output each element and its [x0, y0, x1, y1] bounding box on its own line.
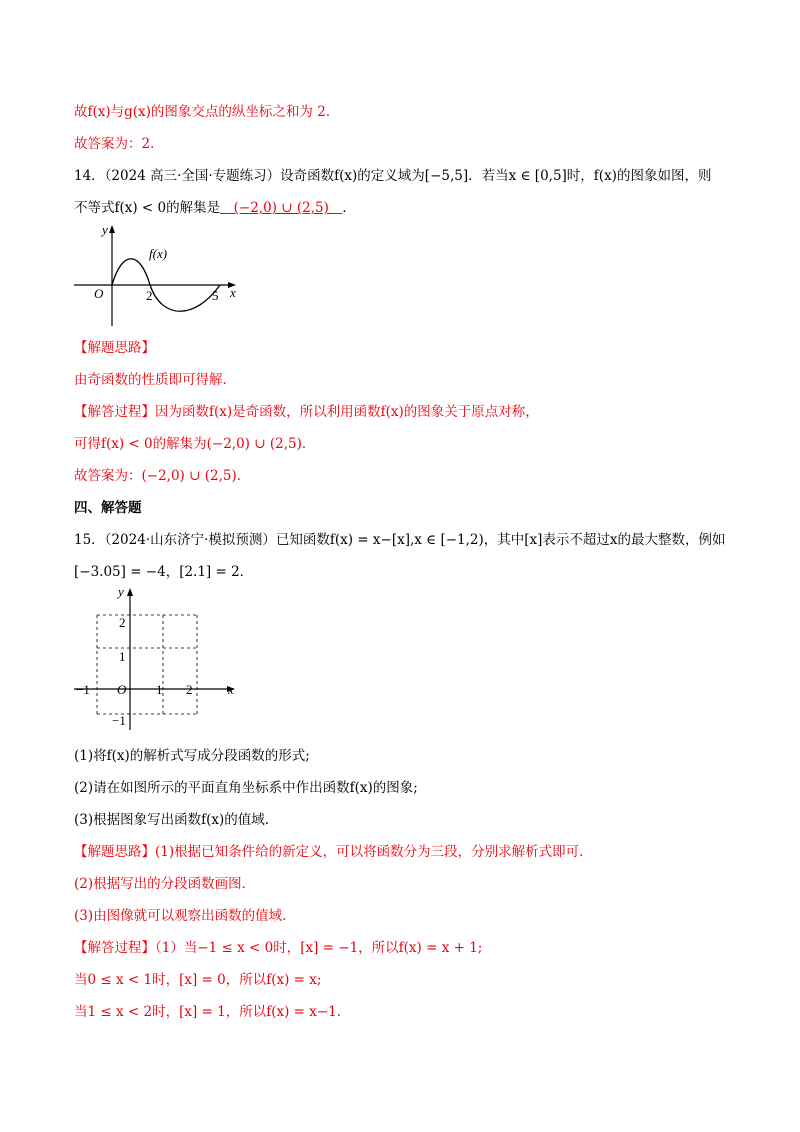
- question-14-line2-prefix: 不等式f(x) < 0的解集是: [74, 200, 221, 216]
- y-tick-minus-1: −1: [112, 713, 126, 728]
- question-15-part1: (1)将f(x)的解析式写成分段函数的形式;: [74, 748, 310, 764]
- solution-process-15-line1: 【解答过程】（1）当−1 ≤ x < 0时，[x] = −1，所以f(x) = x + 1;: [74, 940, 483, 956]
- section-heading: 四、解答题: [74, 500, 142, 516]
- solution-idea-14: 由奇函数的性质即可得解．: [74, 372, 236, 388]
- question-15-part2: (2)请在如图所示的平面直角坐标系中作出函数f(x)的图象;: [74, 780, 418, 796]
- tick-label-2: 2: [146, 288, 153, 303]
- x-tick-minus-1: −1: [76, 682, 90, 697]
- solution-idea-15-line2: (2)根据写出的分段函数画图．: [74, 876, 256, 892]
- y-tick-1: 1: [119, 649, 126, 664]
- solution-idea-header-14: 【解题思路】: [74, 340, 155, 356]
- curve-label: f(x): [149, 246, 168, 261]
- y-axis-label: y: [118, 584, 124, 599]
- question-15-line2: [−3.05] = −4，[2.1] = 2．: [74, 564, 254, 580]
- question-14-line2-suffix: ．: [342, 200, 356, 216]
- solution-idea-15-line1: 【解题思路】(1)根据已知条件给的新定义，可以将函数分为三段，分别求解析式即可．: [74, 844, 593, 860]
- question-14-answer: (−2,0) ∪ (2,5): [220, 200, 343, 216]
- solution-process-15-line3: 当1 ≤ x < 2时，[x] = 1，所以f(x) = x−1．: [74, 1004, 351, 1020]
- figure-14-graph: [70, 222, 240, 330]
- answer-line-13-final: 故答案为：2．: [74, 136, 164, 152]
- question-15-part3: (3)根据图象写出函数f(x)的值域．: [74, 812, 279, 828]
- y-axis-label: y: [102, 222, 108, 237]
- answer-line-13-sum: 故f(x)与g(x)的图象交点的纵坐标之和为 2．: [74, 104, 340, 120]
- x-axis-label: x: [228, 682, 234, 697]
- tick-label-5: 5: [212, 288, 219, 303]
- solution-process-14-line2: 可得f(x) < 0的解集为(−2,0) ∪ (2,5)．: [74, 436, 316, 452]
- answer-14-final: 故答案为：(−2,0) ∪ (2,5)．: [74, 468, 251, 484]
- dashed-grid: [97, 615, 197, 714]
- x-tick-1: 1: [156, 682, 163, 697]
- y-axis-arrow: [127, 588, 133, 596]
- solution-idea-15-line3: (3)由图像就可以观察出函数的值域．: [74, 908, 296, 924]
- solution-process-14-line1: 【解答过程】因为函数f(x)是奇函数，所以利用函数f(x)的图象关于原点对称，: [74, 404, 539, 420]
- origin-label: O: [117, 682, 127, 697]
- y-tick-2: 2: [119, 615, 126, 630]
- solution-process-15-line2: 当0 ≤ x < 1时，[x] = 0，所以f(x) = x;: [74, 972, 322, 988]
- question-15-line1: 15．（2024·山东济宁·模拟预测）已知函数f(x) = x−[x],x ∈ [−1,2)，其中[x]表示不超过x的最大整数，例如: [74, 532, 726, 548]
- question-14-line2: [74, 199, 356, 217]
- y-axis-arrow: [109, 225, 115, 233]
- x-tick-2: 2: [186, 682, 193, 697]
- figure-15-grid: [72, 582, 252, 740]
- question-14-line1: 14．（2024 高三·全国·专题练习）设奇函数f(x)的定义域为[−5,5]．若当x ∈ [0,5]时，f(x)的图象如图，则: [74, 168, 712, 184]
- x-axis-label: x: [230, 285, 236, 300]
- origin-label: O: [94, 286, 104, 301]
